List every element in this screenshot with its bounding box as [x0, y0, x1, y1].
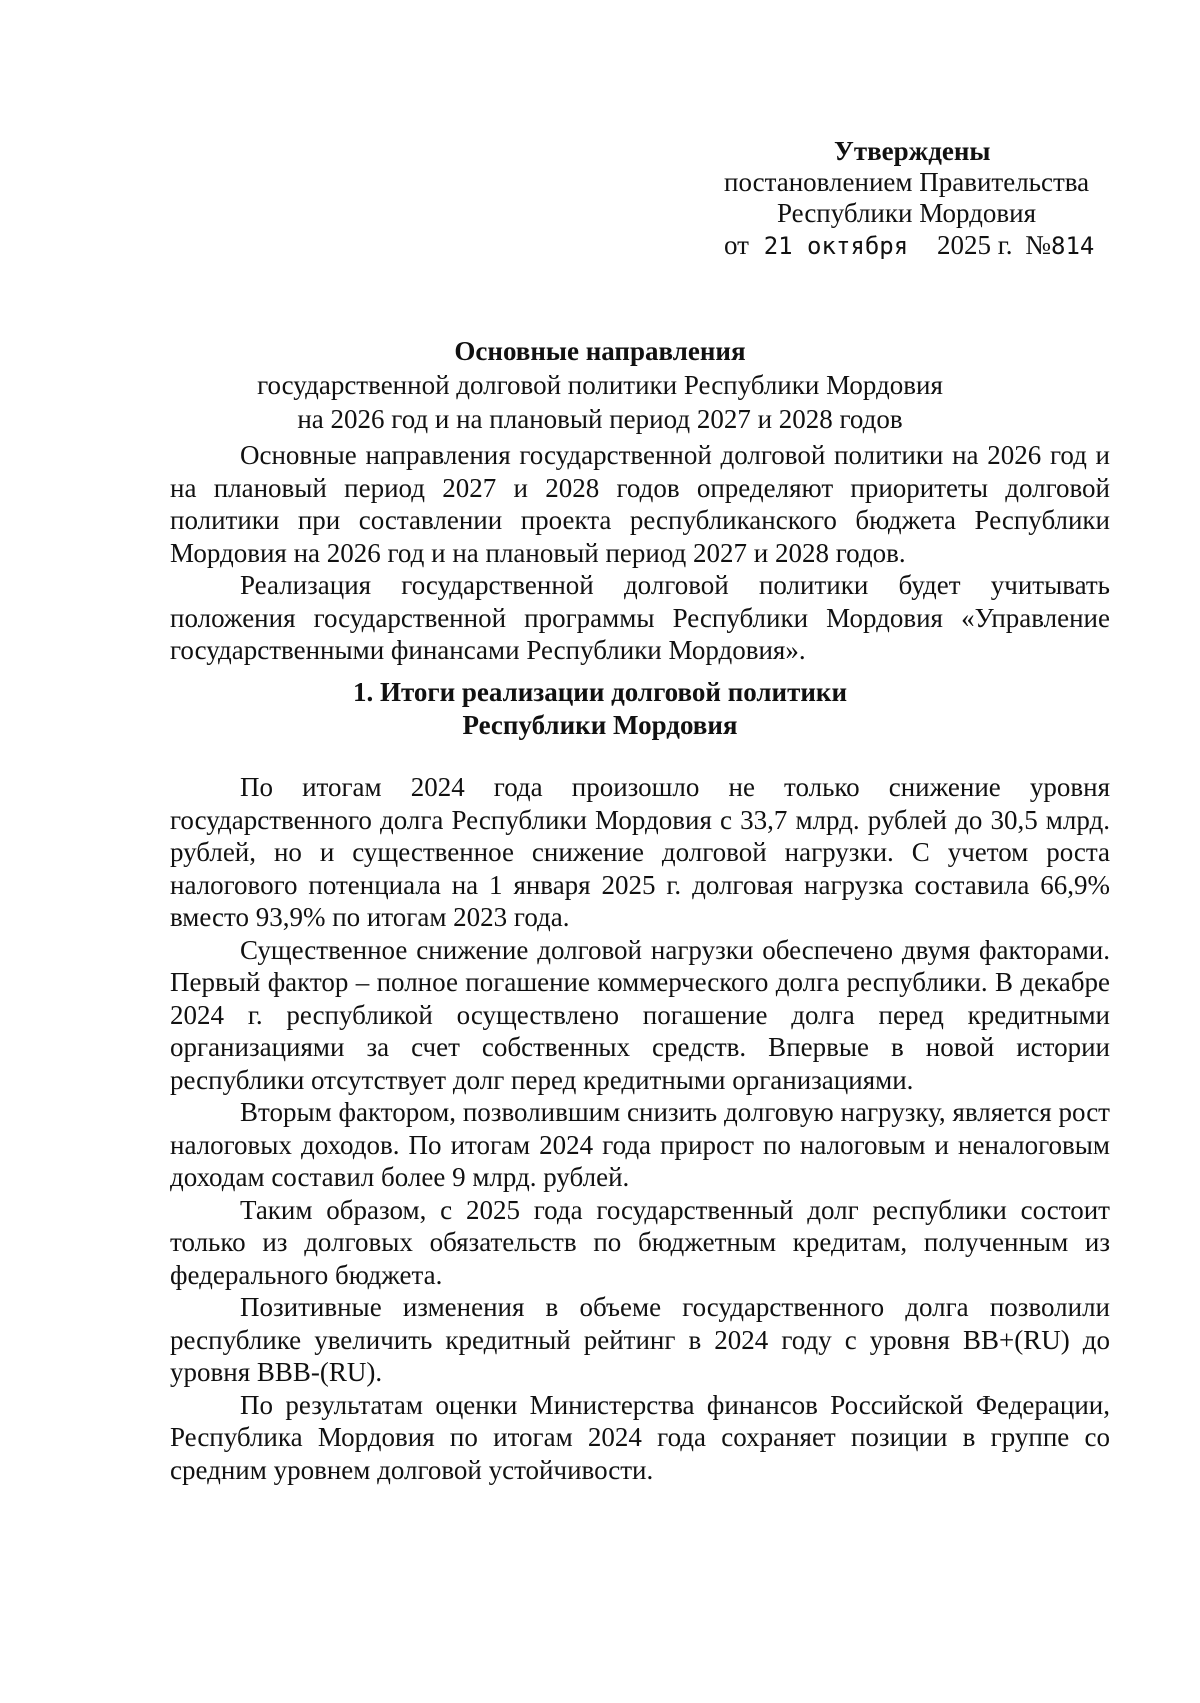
- document-title-line2: государственной долговой политики Республики Мордовия: [257, 370, 943, 400]
- section-1-paragraph: Позитивные изменения в объеме государственного долга позволили республике увеличить кредитный рейтинг в 2024 году с уровня BB+(RU) до уровня BBB-(RU).: [170, 1292, 1110, 1387]
- document-title-line1: Основные направления: [454, 336, 746, 366]
- approval-title: Утверждены: [834, 136, 991, 166]
- approval-issuer-line1: постановлением Правительства: [724, 167, 1090, 197]
- section-1-paragraph: По результатам оценки Министерства финансов Российской Федерации, Республика Мордовия по итогам 2024 года сохраняет позиции в группе со средним уровнем долговой устойчивости.: [170, 1389, 1110, 1485]
- approval-date-line: [724, 229, 1094, 262]
- intro-section: [170, 439, 1110, 667]
- approval-date: 21 октября: [763, 232, 909, 260]
- section-1-paragraph: Таким образом, с 2025 года государственный долг республики состоит только из долговых обязательств по бюджетным кредитам, полученным из федерального бюджета.: [170, 1194, 1110, 1290]
- section-1-body: [170, 771, 1110, 1486]
- section-1-paragraph: Вторым фактором, позволившим снизить долговую нагрузку, является рост налоговых доходов. По итогам 2024 года прирост по налоговым и неналоговым доходам составил более 9 млрд. рублей.: [170, 1097, 1110, 1192]
- section-1-heading-line1: 1. Итоги реализации долговой политики: [352, 677, 848, 707]
- approval-number: 814: [1051, 232, 1095, 260]
- section-1-heading: [0, 676, 1200, 742]
- approval-year: 2025 г.: [936, 230, 1013, 260]
- section-1-paragraph: Существенное снижение долговой нагрузки обеспечено двумя факторами. Первый фактор – полное погашение коммерческого долга республики. В декабре 2024 г. республикой осуществлено погашение долга перед кредитными организациями за счет собственных средств. Впервые в новой истории республики отсутствует долг перед кредитными организациями.: [170, 934, 1110, 1095]
- section-1-paragraph: По итогам 2024 года произошло не только снижение уровня государственного долга Республики Мордовия с 33,7 млрд. рублей до 30,5 млрд. рублей, но и существенное снижение долговой нагрузки. С учетом роста налогового потенциала на 1 января 2025 г. долговая нагрузка составила 66,9% вместо 93,9% по итогам 2023 года.: [170, 772, 1110, 932]
- document-title-line3: на 2026 год и на плановый период 2027 и 2028 годов: [297, 404, 903, 434]
- intro-paragraph-1: Основные направления государственной долговой политики на 2026 год и на плановый период 2027 и 2028 годов определяют приоритеты долговой политики при составлении проекта республиканского бюджета Республики Мордовия на 2026 год и на плановый период 2027 и 2028 годов.: [170, 440, 1110, 568]
- approval-issuer-line2: Республики Мордовия: [777, 198, 1037, 228]
- approval-date-prefix: от: [724, 230, 749, 260]
- approval-number-label: №: [1025, 230, 1051, 260]
- intro-paragraph-2: Реализация государственной долговой политики будет учитывать положения государственной программы Республики Мордовия «Управление государственными финансами Республики Мордовия».: [170, 570, 1110, 665]
- section-1-heading-line2: Республики Мордовия: [462, 710, 738, 740]
- document-title: [0, 334, 1200, 436]
